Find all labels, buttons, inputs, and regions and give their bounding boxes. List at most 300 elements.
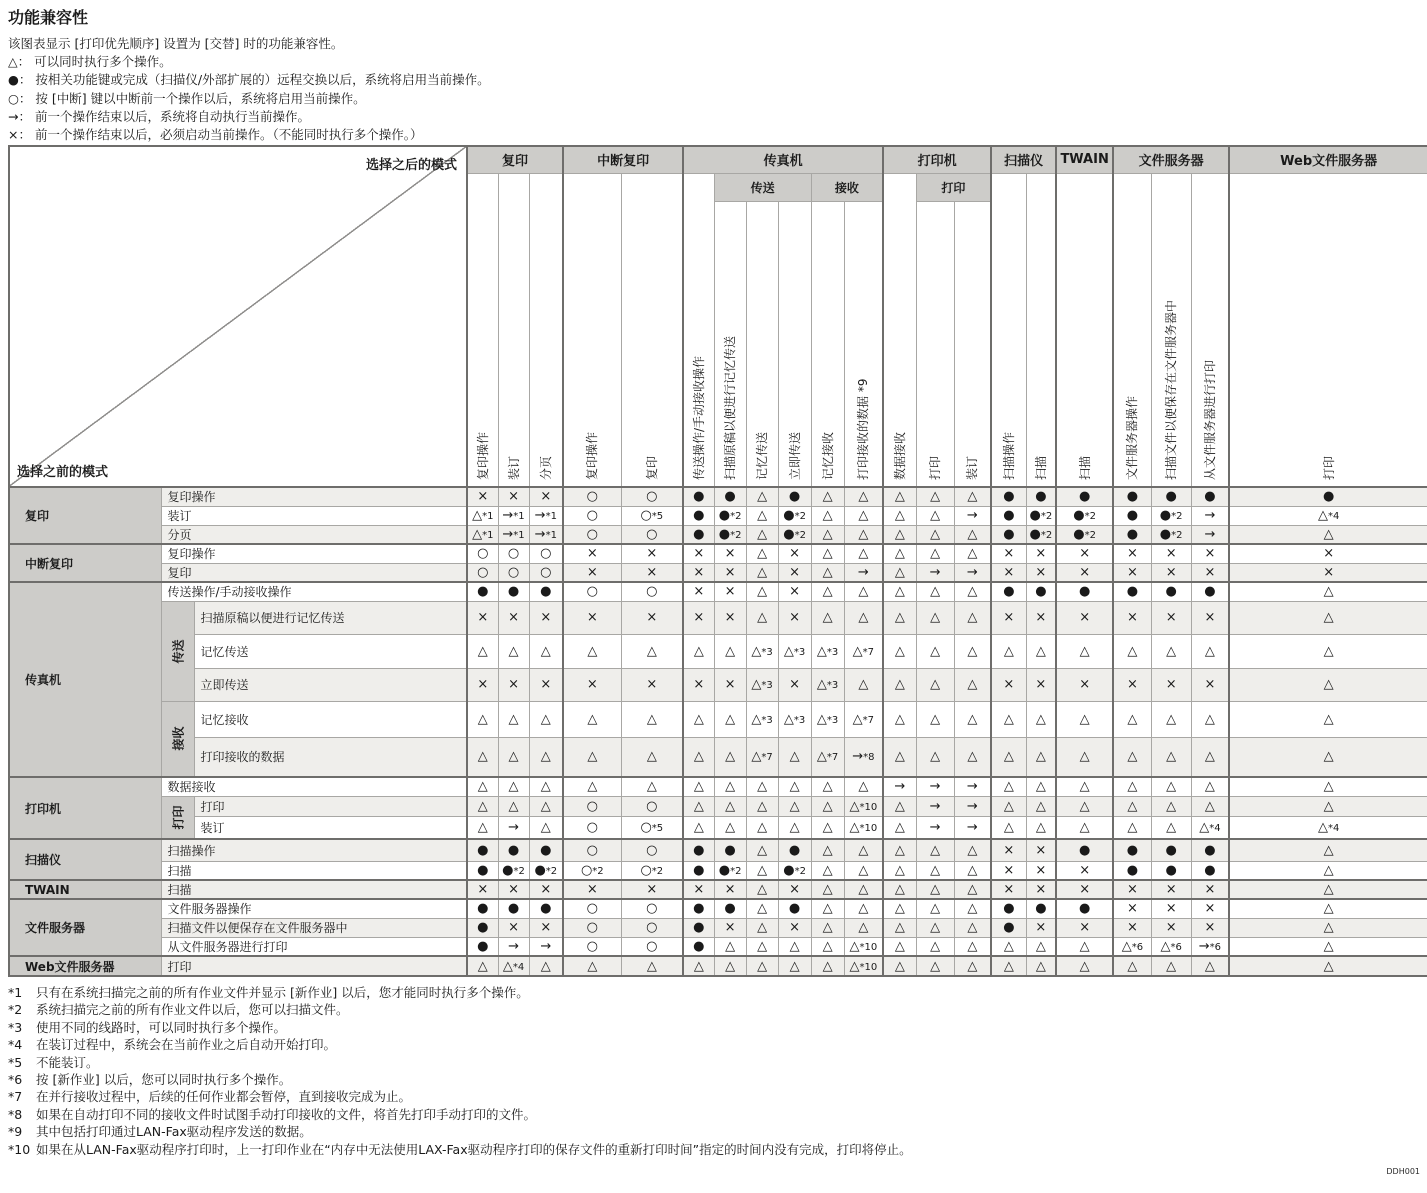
compat-cell [563,796,621,816]
compat-cell [746,668,778,701]
compat-symbol: × [1003,546,1015,562]
compat-symbol: × [724,610,736,625]
compat-symbol: ● [1029,508,1041,523]
compat-symbol: ● [507,901,520,917]
compat-cell [714,839,746,861]
column-label [1191,173,1229,487]
compat-cell [1026,937,1056,956]
compat-symbol: ● [1003,508,1015,523]
compat-cell [778,956,811,976]
compat-symbol: △ [1127,749,1138,765]
compat-cell [811,839,844,861]
table-row [9,668,1427,701]
compat-symbol: ● [1078,489,1091,505]
column-label-text: 扫描 [1033,455,1048,480]
compat-cell [1113,899,1151,918]
compat-cell [529,861,563,880]
table-row [9,918,1427,937]
compat-symbol: △ [930,546,941,562]
compat-symbol: ● [1126,842,1139,858]
compat-cell [621,601,683,634]
compat-footnote-ref: *10 [859,822,878,834]
compat-cell [498,506,529,525]
compat-symbol: △ [693,798,704,814]
compat-symbol: △ [477,779,488,795]
footnote-text: 系统扫描完之前的所有作业文件以后，您可以扫描文件。 [36,1002,349,1018]
compat-cell [683,668,714,701]
compat-symbol: ● [718,508,731,523]
compat-symbol: ● [477,901,489,917]
compat-cell [1056,601,1113,634]
compat-symbol: △ [894,920,905,935]
compat-cell [991,839,1026,861]
compat-cell [529,899,563,918]
compat-cell [467,737,498,777]
compat-cell [954,668,991,701]
compat-cell [778,816,811,839]
footnote-mark: *10 [8,1141,31,1157]
column-label [621,173,683,487]
compat-cell [991,737,1026,777]
compat-cell [498,777,529,796]
compat-cell [1026,839,1056,861]
column-label-text: 打印接收的数据 *9 [856,378,871,480]
compat-cell [883,525,916,544]
compatibility-table-wrap [8,145,1427,977]
compat-cell [498,634,529,668]
compat-symbol: △ [894,862,905,878]
row-group-label: Web文件服务器 [9,956,161,976]
compat-symbol: × [1079,610,1091,625]
compat-symbol: △ [725,938,736,954]
table-row [9,956,1427,976]
compat-symbol: △ [852,643,863,659]
compat-cell [1229,506,1427,525]
compat-cell [621,956,683,976]
column-label-text: 扫描 [1077,455,1092,480]
compat-symbol: ● [540,901,552,917]
compat-symbol: △ [894,564,905,580]
compat-symbol: ● [788,489,801,505]
compat-symbol: △ [858,842,869,858]
table-row [9,839,1427,861]
compat-symbol: △ [1166,819,1177,835]
compat-cell [1026,861,1056,880]
compat-cell [916,796,954,816]
compat-cell [529,544,563,563]
column-label [746,201,778,487]
compat-cell [1191,634,1229,668]
compat-cell [1229,544,1427,563]
compat-symbol: △ [930,508,941,523]
compat-symbol: △ [1035,749,1046,765]
row-label: 打印接收的数据 [194,737,467,777]
compat-symbol: △ [725,958,736,974]
compat-cell [844,880,883,899]
compat-symbol: × [789,564,801,580]
compat-cell [746,544,778,563]
footnote-mark: *2 [8,1002,23,1018]
compat-symbol: △ [757,842,768,858]
compat-symbol: × [1003,677,1015,692]
compat-symbol: △ [930,882,941,897]
compat-symbol: × [693,546,705,562]
compat-symbol: → [1198,938,1210,954]
compat-cell [1191,861,1229,880]
compat-symbol: △ [1035,958,1046,974]
compat-symbol: × [1035,882,1047,897]
compat-symbol: △ [1323,643,1334,659]
compat-symbol: △ [894,489,905,505]
compat-symbol: × [1035,862,1047,878]
compat-cell [811,563,844,582]
compat-footnote-ref: *2 [1171,529,1183,541]
compat-symbol: △ [540,643,551,659]
footnote-mark: *4 [8,1037,23,1053]
compat-cell [883,839,916,861]
compat-symbol: △ [858,920,869,935]
compat-symbol: △ [849,819,860,835]
column-label [714,201,746,487]
compat-footnote-ref: *1 [513,529,525,541]
compat-symbol: △ [967,920,978,935]
compat-symbol: ● [693,489,705,505]
compat-cell [621,634,683,668]
compat-cell [1026,563,1056,582]
compat-cell [467,956,498,976]
compat-symbol: △ [1127,958,1138,974]
compat-cell [1113,506,1151,525]
compat-cell [529,506,563,525]
compat-symbol: ● [1035,901,1047,917]
compat-cell [683,544,714,563]
compat-cell [883,777,916,796]
compat-symbol: △ [930,711,941,727]
compat-symbol: △ [967,749,978,765]
compat-symbol: × [1079,862,1091,878]
compat-symbol: △ [1127,779,1138,795]
column-label [467,173,498,487]
compat-cell [916,737,954,777]
compat-symbol: △ [693,779,704,795]
compat-cell [1056,506,1113,525]
compat-symbol: △ [894,882,905,897]
compat-symbol: △ [894,938,905,954]
compat-symbol: △ [858,779,869,795]
compat-cell [811,544,844,563]
compat-symbol: △ [1079,938,1090,954]
compat-cell [916,525,954,544]
compat-cell [1113,918,1151,937]
compat-symbol: × [1035,842,1047,858]
compat-cell [1056,634,1113,668]
compat-cell [1191,582,1229,601]
compat-cell [498,487,529,506]
compat-cell [714,668,746,701]
compat-symbol: △ [757,508,768,523]
compat-symbol: △ [1003,958,1014,974]
compat-cell [1026,525,1056,544]
compat-cell [498,880,529,899]
compat-symbol: × [1035,920,1047,935]
compat-symbol: △ [967,546,978,562]
compat-cell [916,839,954,861]
compat-cell [844,544,883,563]
compat-symbol: △ [822,610,833,625]
compat-footnote-ref: *3 [761,646,773,658]
compat-symbol: ○ [646,526,658,542]
compat-symbol: △ [858,862,869,878]
compat-symbol: △ [967,489,978,505]
compat-symbol: × [1035,564,1047,580]
compat-symbol: △ [894,958,905,974]
compat-symbol: ○ [646,938,658,954]
compat-cell [883,816,916,839]
compat-cell [1151,918,1191,937]
compat-symbol: × [1165,901,1177,917]
compat-symbol: ● [693,862,705,878]
compat-symbol: ● [477,938,489,954]
column-label [844,201,883,487]
compat-symbol: △ [693,711,704,727]
compat-symbol: △ [858,508,869,523]
compat-symbol: × [724,882,736,897]
compat-symbol: → [534,508,546,523]
column-label [778,201,811,487]
compat-cell [811,918,844,937]
compat-symbol: △ [1079,749,1090,765]
compat-symbol: △ [858,584,869,600]
compat-cell [683,777,714,796]
compat-cell [778,899,811,918]
footnote-line [8,1019,912,1036]
compat-footnote-ref: *3 [761,714,773,726]
compat-cell [467,861,498,880]
compat-symbol: × [724,584,736,600]
row-label: 扫描文件以便保存在文件服务器中 [161,918,467,937]
column-subgroup-header: 传送 [714,173,811,201]
compat-symbol: △ [1204,958,1215,974]
compat-cell [883,918,916,937]
compat-symbol: → [502,526,514,542]
compat-symbol: × [477,489,489,505]
compat-symbol: → [852,749,864,765]
compat-symbol: △ [757,584,768,600]
compat-cell [1191,777,1229,796]
compat-symbol: △ [693,643,704,659]
compat-cell [1151,737,1191,777]
compat-symbol: × [540,920,552,935]
doc-code: DDH001 [1386,1167,1420,1176]
compat-cell [714,880,746,899]
footnote-line [8,1054,912,1071]
row-subgroup-label [161,796,194,839]
compat-cell [811,899,844,918]
compat-cell [811,601,844,634]
footnote-line [8,1141,912,1158]
compat-symbol: × [508,920,519,935]
compat-symbol: △ [822,584,833,600]
compat-cell [883,956,916,976]
compat-symbol: ● [477,862,489,878]
compat-symbol: × [540,610,552,625]
compat-symbol: ○ [586,798,598,814]
compat-cell [991,601,1026,634]
compat-symbol: △ [751,749,762,765]
compat-symbol: △ [1323,862,1334,878]
compat-footnote-ref: *10 [859,941,878,953]
compat-symbol: ● [788,842,801,858]
compat-symbol: △ [540,749,551,765]
compat-symbol: △ [1323,711,1334,727]
compat-symbol: → [1204,526,1216,542]
compat-cell [991,796,1026,816]
compat-cell [844,701,883,737]
compat-cell [467,899,498,918]
compat-cell [746,601,778,634]
compat-symbol: ○ [586,938,598,954]
compat-symbol: × [1165,564,1177,580]
compat-cell [811,701,844,737]
compat-symbol: ● [718,862,731,878]
compat-cell [746,737,778,777]
footnotes [8,984,912,1158]
compat-cell [811,796,844,816]
row-label: 文件服务器操作 [161,899,467,918]
compat-cell [746,937,778,956]
column-label-text: 扫描文件以便保存在文件服务器中 [1164,299,1179,480]
compat-symbol: △ [1079,779,1090,795]
compat-symbol: × [1079,546,1091,562]
compat-cell [683,525,714,544]
compat-cell [954,937,991,956]
compat-cell [683,506,714,525]
compat-footnote-ref: *2 [730,511,742,522]
compat-cell [778,880,811,899]
compat-symbol: △ [967,938,978,954]
compat-cell [563,816,621,839]
column-label-text: 分页 [538,455,553,480]
compat-cell [467,582,498,601]
compat-cell [1056,777,1113,796]
compat-cell [1113,563,1151,582]
compat-cell [811,582,844,601]
compat-symbol: △ [822,920,833,935]
compat-cell [991,918,1026,937]
compat-cell [498,701,529,737]
footnote-text: 其中包括打印通过LAN-Fax驱动程序发送的数据。 [36,1124,312,1140]
compat-cell [683,563,714,582]
compat-cell [529,668,563,701]
column-group-header: 中断复印 [563,146,683,173]
compat-symbol: × [508,677,519,692]
compat-cell [621,796,683,816]
compat-symbol: ○ [586,819,598,835]
compat-symbol: △ [477,958,488,974]
compat-symbol: △ [930,901,941,917]
compat-symbol: → [929,819,941,835]
compat-cell [778,796,811,816]
compat-cell [498,839,529,861]
row-label: 记忆接收 [194,701,467,737]
footnote-text: 使用不同的线路时，可以同时执行多个操作。 [36,1019,287,1035]
row-label: 从文件服务器进行打印 [161,937,467,956]
compat-symbol: △ [1003,938,1014,954]
legend-line: ○： 按 [中断] 键以中断前一个操作以后，系统将启用当前操作。 [8,90,366,106]
compat-symbol: △ [1035,819,1046,835]
compat-cell [811,777,844,796]
compat-cell [714,956,746,976]
compat-cell [916,816,954,839]
compat-symbol: △ [822,779,833,795]
compat-cell [1113,582,1151,601]
compat-cell [883,880,916,899]
compat-cell [467,563,498,582]
compat-symbol: △ [502,958,513,974]
compat-cell [529,525,563,544]
compat-cell [498,601,529,634]
compat-symbol: ● [1003,489,1015,505]
compat-cell [883,506,916,525]
compat-cell [1191,563,1229,582]
compat-cell [916,880,954,899]
compat-cell [916,861,954,880]
compat-cell [844,506,883,525]
compat-symbol: × [1165,920,1177,935]
compat-cell [1151,777,1191,796]
compat-cell [954,506,991,525]
legend-line: ●： 按相关功能键或完成（扫描仪/外部扩展的）远程交换以后，系统将启用当前操作。 [8,72,490,88]
compat-cell [1113,880,1151,899]
compat-footnote-ref: *3 [826,646,839,658]
compat-cell [844,668,883,701]
compat-cell [916,487,954,506]
compat-cell [1113,816,1151,839]
compat-cell [1113,525,1151,544]
compat-footnote-ref: *10 [859,961,878,973]
compat-footnote-ref: *2 [1171,511,1183,522]
compat-cell [1229,816,1427,839]
compat-cell [1056,737,1113,777]
compat-symbol: △ [1079,958,1090,974]
compat-cell [1229,582,1427,601]
compat-footnote-ref: *3 [793,714,806,726]
compat-symbol: → [1204,508,1216,523]
column-label [529,173,563,487]
table-row [9,796,1427,816]
compat-symbol: △ [725,643,736,659]
compat-symbol: △ [540,819,551,835]
compat-cell [467,487,498,506]
compat-cell [683,861,714,880]
compat-cell [529,796,563,816]
compat-cell [1191,956,1229,976]
compat-cell [811,668,844,701]
compat-cell [498,544,529,563]
compat-cell [778,544,811,563]
compat-cell [1026,487,1056,506]
compat-cell [1026,582,1056,601]
compat-symbol: △ [1323,958,1334,974]
compat-cell [621,737,683,777]
compat-symbol: △ [1323,901,1334,917]
row-label: 装订 [194,816,467,839]
compat-symbol: × [693,584,705,600]
compat-symbol: △ [822,958,833,974]
compat-symbol: △ [751,643,762,659]
compat-symbol: △ [930,958,941,974]
compat-cell [1151,839,1191,861]
